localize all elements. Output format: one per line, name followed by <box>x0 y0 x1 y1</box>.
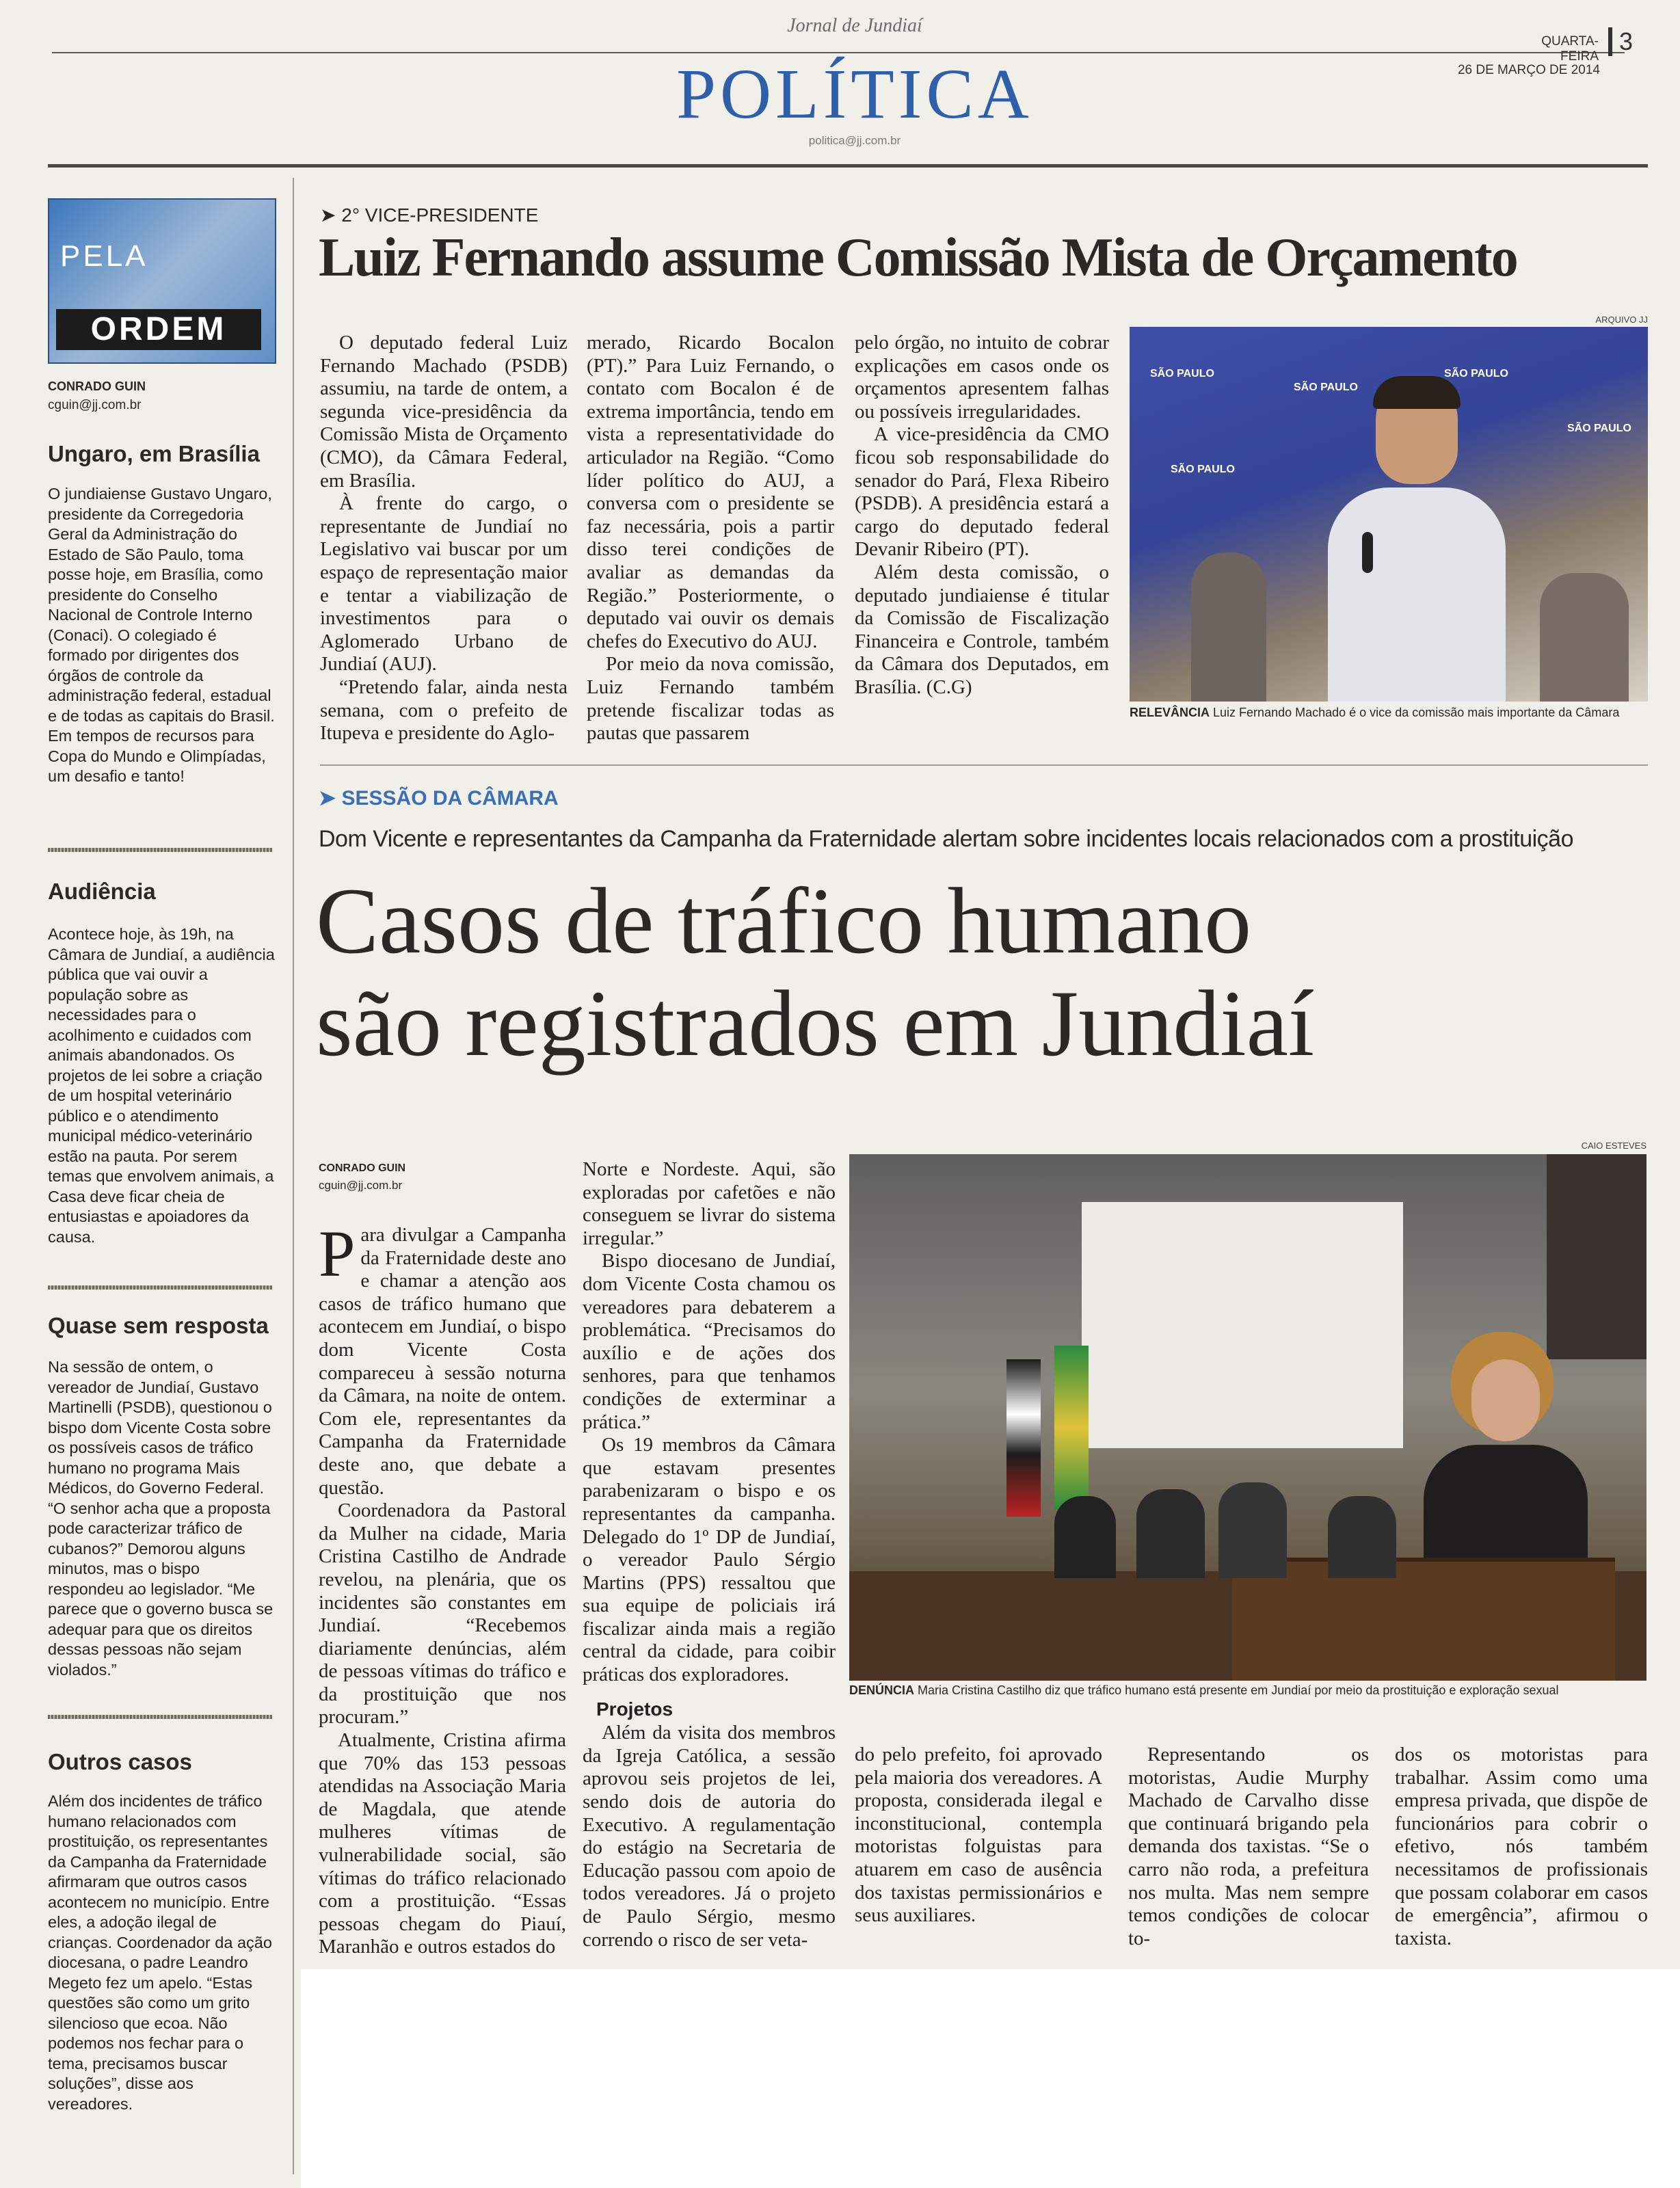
note-body: Acontece hoje, às 19h, na Câmara de Jundiaí, a audiência pública que vai ouvir a população sobre as necessidades para o acolhimento e cuidados com animais abandonados. Os projetos de lei sobre a criação de um hospital veterinário público e o atendimento municipal médico-veterinário estão na pauta. Por serem temas que envolvem animais, a Casa deve ficar cheia de entusiastas e apoiadores da causa. <box>48 925 275 1246</box>
article-divider <box>320 764 1648 766</box>
speaker-figure <box>1328 368 1506 702</box>
speaker-hair <box>1373 376 1461 409</box>
seated-person <box>1328 1496 1396 1578</box>
paragraph: À frente do cargo, o representante de Jundiaí no Legislativo vai buscar por um espaço de representação maior e tentar a viabilização de investimentos para o Aglomerado Urbano de Jundiaí (AUJ). <box>320 492 568 676</box>
blank-area <box>301 1969 1680 2188</box>
article2-caption <box>849 1683 1649 1698</box>
paragraph: Atualmente, Cristina afirma que 70% das 153 pessoas atendidas na Associação Maria de Magdala, que atende mulheres vítimas de vulnerabilidade social, são vítimas do tráfico relacionado com a prostituição. “Essas pessoas chegam do Piauí, Maranhão e outros estados do <box>319 1729 566 1958</box>
page-number: 3 <box>1608 27 1653 56</box>
article1-caption <box>1130 706 1649 720</box>
weekday: QUARTA-FEIRA <box>1541 34 1599 64</box>
article2-column-3 <box>855 1744 1102 1927</box>
paragraph: Bispo diocesano de Jundiaí, dom Vicente Costa chamou os vereadores para debaterem a problemática. “Precisamos do auxílio e de ações dos senhores, para que tenhamos condições de exterminar a prática.” <box>583 1250 836 1433</box>
article1-headline: Luiz Fernando assume Comissão Mista de Orçamento <box>319 228 1517 288</box>
note-title: Quase sem resposta <box>48 1313 269 1338</box>
paragraph: pelo órgão, no intuito de cobrar explicações em casos onde os orçamentos apresentem falhas ou possíveis irregularidades. <box>855 332 1109 423</box>
backdrop-text: SÃO PAULO <box>1171 464 1235 475</box>
article2-kicker <box>319 786 559 810</box>
backdrop-text: SÃO PAULO <box>1567 423 1631 434</box>
logo-word-pela: PELA <box>60 239 148 273</box>
article1-column-1 <box>320 332 568 745</box>
article2-photo <box>849 1154 1646 1681</box>
backdrop-text: SÃO PAULO <box>1150 368 1214 379</box>
seated-person <box>1136 1489 1205 1578</box>
caption-label: DENÚNCIA <box>849 1683 915 1697</box>
kicker-arrow-icon: ➤ <box>320 204 336 226</box>
article2-headline-line-2: são registrados em Jundiaí <box>316 971 1315 1076</box>
note-separator <box>48 1285 272 1290</box>
article1-photo <box>1130 327 1648 702</box>
note-body: Na sessão de ontem, o vereador de Jundiaí, Gustavo Martinelli (PSDB), questionou o bispo dom Vicente Costa sobre os possíveis casos de tráfico humano no programa Mais Médicos, do Governo Federal. “O senhor acha que a proposta pode caracterizar tráfico de cubanos?” Demorou alguns minutos, mas o bispo respondeu ao legislador. “Me parece que o governo busca se adequar para que os direitos dessas pessoas não sejam violados.” <box>48 1358 274 1679</box>
article2-column-4 <box>1128 1744 1369 1950</box>
issue-date: 26 DE MARÇO DE 2014 <box>1457 63 1600 77</box>
article2-column-5 <box>1395 1744 1648 1950</box>
paragraph: dos os motoristas para trabalhar. Assim como uma empresa privada, que dispõe de funcionários para cobrir o efetivo, nós também necessitamos de profissionais que possam colaborar em casos de emergência”, afirmou o taxista. <box>1395 1744 1648 1949</box>
microphone-icon <box>1362 532 1373 573</box>
flag <box>1054 1346 1089 1510</box>
paragraph: Além desta comissão, o deputado jundiaiense é titular da Comissão de Fiscalização Financeira e Controle, também da Câmara dos Deputados, em Brasília. (C.G) <box>855 561 1109 698</box>
top-rule <box>48 164 1648 168</box>
paragraph: Representando os motoristas, Audie Murphy Machado de Carvalho disse que continuará brigando pela demanda dos taxistas. “Se o carro não roda, a prefeitura nos multa. Mas nem sempre temos condições de colocar to- <box>1128 1744 1369 1949</box>
paragraph: A vice-presidência da CMO ficou sob responsabilidade do senador do Pará, Flexa Ribeiro (PSDB). A presidência estará a cargo do deputado federal Devanir Ribeiro (PT). <box>855 423 1109 561</box>
section-title: POLÍTICA <box>676 55 1033 133</box>
paragraph: do pelo prefeito, foi aprovado pela maioria dos vereadores. A proposta, considerada ilegal e inconstitucional, contempla motoristas folguistas para atuarem em caso de ausência dos taxistas permissionários e seus auxiliares. <box>855 1744 1102 1927</box>
article2-subhead: Projetos <box>596 1698 674 1720</box>
article1-kicker-text: 2° VICE-PRESIDENTE <box>341 204 539 226</box>
speaker-body <box>1328 488 1506 702</box>
article1-kicker <box>320 204 538 226</box>
seated-person <box>1054 1496 1116 1578</box>
side-panel <box>1547 1154 1646 1359</box>
column-author-email: cguin@jj.com.br <box>48 398 142 412</box>
speaker-figure <box>1424 1332 1588 1578</box>
paragraph: Norte e Nordeste. Aqui, são exploradas por cafetões e não conseguem se livrar do sistema irregular.” <box>583 1158 836 1249</box>
note-title: Audiência <box>48 879 156 904</box>
paragraph <box>319 1217 566 1499</box>
drop-cap: P <box>319 1217 356 1290</box>
projection-screen <box>1082 1202 1403 1448</box>
paragraph: Coordenadora da Pastoral da Mulher na cidade, Maria Cristina Castilho de Andrade revelou, na plenária, que os incidentes são constantes em Jundiaí. “Recebemos diariamente denúncias, além de pessoas vítimas do tráfico e da prostituição que nos procuram.” <box>319 1499 566 1729</box>
paragraph-lead: ara divulgar a Campanha da Fraternidade deste ano e chamar a atenção aos casos de tráfico humano que acontecem em Jundiaí, o bispo dom Vicente Costa compareceu à sessão noturna da Câmara, na noite de ontem. Com ele, representantes da Campanha da Fraternidade deste ano, que debate a questão. <box>319 1224 566 1499</box>
section-email: politica@jj.com.br <box>808 134 901 147</box>
column-author: CONRADO GUIN <box>48 379 146 393</box>
article1-column-3 <box>855 332 1109 699</box>
article2-deck: Dom Vicente e representantes da Campanha da Fraternidade alertam sobre incidentes locais relacionados com a prostituição <box>319 826 1573 852</box>
lectern <box>1232 1558 1615 1681</box>
article2-author-email: cguin@jj.com.br <box>319 1179 403 1192</box>
caption-text: Maria Cristina Castilho diz que tráfico humano está presente em Jundiaí por meio da prostituição e exploração sexual <box>918 1683 1559 1697</box>
sidebar-divider <box>293 178 294 2174</box>
background-person <box>1540 573 1629 702</box>
backdrop-text: SÃO PAULO <box>1444 368 1508 379</box>
column-logo <box>48 198 276 364</box>
paper-name: Jornal de Jundiaí <box>787 15 922 36</box>
article2-photo-credit: CAIO ESTEVES <box>1581 1140 1646 1151</box>
article2-column-2 <box>583 1158 836 1951</box>
note-separator <box>48 1715 272 1719</box>
paragraph: O deputado federal Luiz Fernando Machado (PSDB) assumiu, na tarde de ontem, a segunda vice-presidência da Comissão Mista de Orçamento (CMO), da Câmara Federal, em Brasília. <box>320 332 568 492</box>
note-separator <box>48 848 272 852</box>
article1-photo-credit: ARQUIVO JJ <box>1595 315 1648 325</box>
note-title: Outros casos <box>48 1749 192 1774</box>
note-body: O jundiaiense Gustavo Ungaro, presidente da Corregedoria Geral da Administração do Estado de São Paulo, toma posse hoje, em Brasília, como presidente do Conselho Nacional de Controle Interno (Conaci). O colegiado é formado por dirigentes dos órgãos de controle da administração federal, estadual e de todas as capitais do Brasil. Em tempos de recursos para Copa do Mundo e Olimpíadas, um desafio e tanto! <box>48 485 275 785</box>
flag <box>1006 1359 1041 1517</box>
note-body: Além dos incidentes de tráfico humano relacionados com prostituição, os representantes da Campanha da Fraternidade afirmaram que outros casos acontecem no município. Entre eles, a adoção ilegal de crianças. Coordenador da ação diocesana, o padre Leandro Megeto fez um apelo. “Estas questões são como um grito silencioso que ecoa. Não podemos nos fechar para o tema, precisamos buscar soluções”, disse aos vereadores. <box>48 1792 272 2113</box>
speaker-head <box>1471 1359 1540 1441</box>
article2-kicker-text: SESSÃO DA CÂMARA <box>341 787 559 810</box>
background-person <box>1191 552 1266 702</box>
paragraph: merado, Ricardo Bocalon (PT).” Para Luiz Fernando, o contato com Bocalon é de extrema importância, tendo em vista a representatividade do articulador na Região. “Como líder político do AUJ, a conversa com o presidente se faz necessária, pois a partir disso terei condições de avaliar as demandas da Região.” Posteriormente, o deputado vai ouvir os demais chefes do Executivo do AUJ. <box>587 332 834 652</box>
backdrop-text: SÃO PAULO <box>1294 382 1358 393</box>
seated-person <box>1218 1482 1287 1578</box>
article2-column-1 <box>319 1217 566 1959</box>
paragraph: “Pretendo falar, ainda nesta semana, com o prefeito de Itupeva e presidente do Aglo- <box>320 676 568 745</box>
caption-label: RELEVÂNCIA <box>1130 706 1210 719</box>
caption-text: Luiz Fernando Machado é o vice da comissão mais importante da Câmara <box>1213 706 1620 719</box>
paragraph: Além da visita dos membros da Igreja Católica, a sessão aprovou seis projetos de lei, sendo dois de autoria do Executivo. A regulamentação do estágio na Secretaria de Educação passou com apoio de todos vereadores. Já o projeto de Paulo Sérgio, mesmo correndo o risco de ser veta- <box>583 1722 836 1951</box>
note-title: Ungaro, em Brasília <box>48 441 260 466</box>
article2-headline-line-1: Casos de tráfico humano <box>316 868 1252 973</box>
kicker-arrow-icon: ➤ <box>319 787 336 810</box>
logo-word-ordem: ORDEM <box>56 309 261 350</box>
article2-author: CONRADO GUIN <box>319 1162 406 1174</box>
article1-column-2 <box>587 332 834 745</box>
paragraph: Por meio da nova comissão, Luiz Fernando também pretende fiscalizar todas as pautas que passarem <box>587 653 834 745</box>
paragraph: Os 19 membros da Câmara que estavam presentes parabenizaram o bispo e os representantes da campanha. Delegado do 1º DP de Jundiaí, o vereador Paulo Sérgio Martins (PPS) ressaltou que sua equipe de policiais irá fiscalizar ainda mais a região central da cidade, para coibir práticas dos exploradores. <box>583 1434 836 1686</box>
